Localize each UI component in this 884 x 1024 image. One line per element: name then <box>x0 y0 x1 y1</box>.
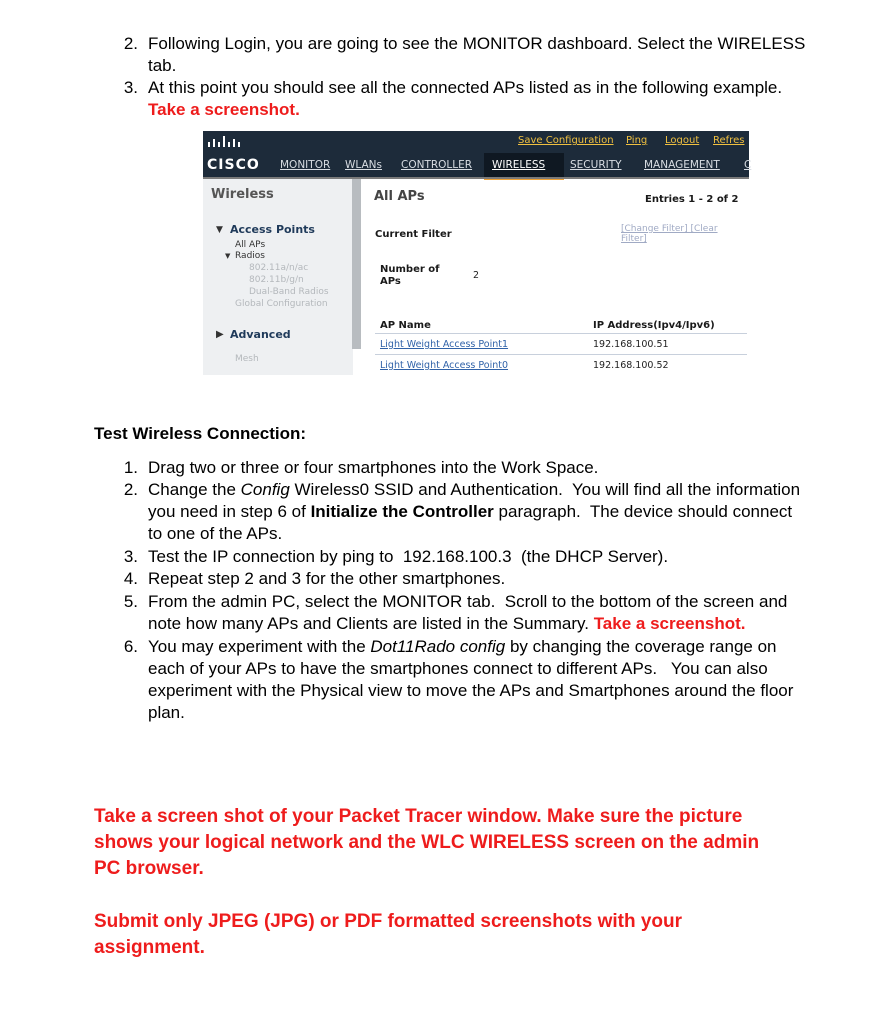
text-run-italic: Config <box>240 480 290 499</box>
ap-ip-address: 192.168.100.52 <box>593 360 669 371</box>
step-number: 1. <box>123 458 138 477</box>
screenshot-instructions <box>94 804 854 882</box>
ap-name-link[interactable]: Light Weight Access Point1 <box>380 339 509 350</box>
instruction-line: assignment. <box>94 937 205 958</box>
instruction-line: shows your logical network and the WLC WIRELESS screen on the admin <box>94 832 760 853</box>
step-text: Following Login, you are going to see the MONITOR dashboard. Select the WIRELESS <box>148 34 806 53</box>
expand-icon: ▼ <box>216 225 223 235</box>
text-run: you need in step 6 of <box>148 502 311 521</box>
tab-controller[interactable]: CONTROLLER <box>401 159 473 171</box>
current-filter-label: Current Filter <box>375 229 452 240</box>
text-run: note how many APs and Clients are listed in the Summary. <box>148 614 594 633</box>
change-filter-link[interactable]: [Change Filter] [Clear <box>621 224 718 234</box>
col-ip-address: IP Address(Ipv4/Ipv6) <box>593 320 715 331</box>
expand-icon: ▼ <box>225 252 231 260</box>
step-number: 3. <box>123 547 138 566</box>
text-run: paragraph. The device should connect <box>493 502 793 521</box>
logout-link[interactable]: Logout <box>665 135 700 146</box>
instruction-line: Take a screen shot of your Packet Tracer window. Make sure the picture <box>94 806 743 827</box>
save-configuration-link[interactable]: Save Configuration <box>518 135 614 146</box>
step-number: 5. <box>123 592 138 611</box>
clear-filter-link[interactable]: Filter] <box>621 234 647 244</box>
text-run: You may experiment with the <box>148 637 371 656</box>
step-number: 2. <box>123 34 138 53</box>
step-text-line <box>148 636 777 658</box>
sidebar-item-all-aps[interactable]: All APs <box>235 240 266 250</box>
step-text-line <box>148 613 746 635</box>
step-number: 4. <box>123 569 138 588</box>
step-text: plan. <box>148 703 185 722</box>
sidebar-item-advanced[interactable]: Advanced <box>230 328 291 341</box>
table-header-rule <box>375 333 747 334</box>
sidebar-item-radio-a[interactable]: 802.11a/n/ac <box>249 263 309 273</box>
step-text-line <box>148 501 792 523</box>
refresh-link[interactable]: Refres <box>713 135 745 146</box>
page-title: All APs <box>374 189 425 204</box>
step-text: tab. <box>148 56 177 75</box>
number-of-aps-value: 2 <box>473 270 480 281</box>
step-text: At this point you should see all the connected APs listed as in the following example. <box>148 78 783 97</box>
step-text: Repeat step 2 and 3 for the other smartphones. <box>148 569 506 588</box>
step-number: 2. <box>123 480 138 499</box>
tab-wlans[interactable]: WLANs <box>345 159 382 171</box>
sidebar-item-radio-b[interactable]: 802.11b/g/n <box>249 275 304 285</box>
step-text: From the admin PC, select the MONITOR tab. Scroll to the bottom of the screen and <box>148 592 788 611</box>
tab-commands-partial[interactable]: C <box>744 159 752 171</box>
step-number: 6. <box>123 637 138 656</box>
instruction-line: PC browser. <box>94 858 204 879</box>
sidebar-item-global-config[interactable]: Global Configuration <box>235 299 328 309</box>
text-run: Change the <box>148 480 241 499</box>
ping-link[interactable]: Ping <box>626 135 648 146</box>
screenshot-emphasis: Take a screenshot. <box>593 614 746 633</box>
screenshot-emphasis: Take a screenshot. <box>148 100 300 119</box>
instruction-line: Submit only JPEG (JPG) or PDF formatted screenshots with your <box>94 911 683 932</box>
section-heading: Test Wireless Connection: <box>94 424 307 443</box>
tab-management[interactable]: MANAGEMENT <box>644 159 720 171</box>
ap-name-link[interactable]: Light Weight Access Point0 <box>380 360 509 371</box>
step-text: each of your APs to have the smartphones connect to different APs. You can also <box>148 659 768 678</box>
sidebar-item-radios[interactable]: Radios <box>235 251 265 261</box>
sidebar-title: Wireless <box>211 187 274 202</box>
step-text-line <box>148 479 800 501</box>
step-text: Drag two or three or four smartphones into the Work Space. <box>148 458 599 477</box>
sidebar-scrollbar[interactable] <box>352 179 361 349</box>
sidebar-item-mesh[interactable]: Mesh <box>235 354 259 364</box>
entries-count: Entries 1 - 2 of 2 <box>645 194 739 205</box>
sidebar-item-dual-band[interactable]: Dual-Band Radios <box>249 287 329 297</box>
text-run: Wireless0 SSID and Authentication. You will find all the information <box>289 480 801 499</box>
number-of-aps-label: APs <box>380 276 401 287</box>
number-of-aps-label: Number of <box>380 264 440 275</box>
ap-ip-address: 192.168.100.51 <box>593 339 669 350</box>
step-text: experiment with the Physical view to move the APs and Smartphones around the floor <box>148 681 794 700</box>
text-run-bold: Initialize the Controller <box>310 502 494 521</box>
cisco-logo-text: CISCO <box>207 157 260 173</box>
submission-instructions <box>94 909 854 961</box>
col-ap-name: AP Name <box>380 320 431 331</box>
step-number: 3. <box>123 78 138 97</box>
text-run-italic: Dot11Rado config <box>370 637 506 656</box>
tab-wireless[interactable]: WIRELESS <box>492 159 546 171</box>
tab-security[interactable]: SECURITY <box>570 159 622 171</box>
text-run: by changing the coverage range on <box>505 637 777 656</box>
collapse-icon: ▶ <box>216 329 224 340</box>
step-text: Test the IP connection by ping to 192.168.100.3 (the DHCP Server). <box>148 547 669 566</box>
wlc-screenshot <box>203 131 752 375</box>
table-row-rule <box>375 354 747 355</box>
cisco-logo-icon <box>207 136 257 150</box>
step-text: to one of the APs. <box>148 524 283 543</box>
tab-monitor[interactable]: MONITOR <box>280 159 331 171</box>
sidebar-item-access-points[interactable]: Access Points <box>230 223 315 236</box>
